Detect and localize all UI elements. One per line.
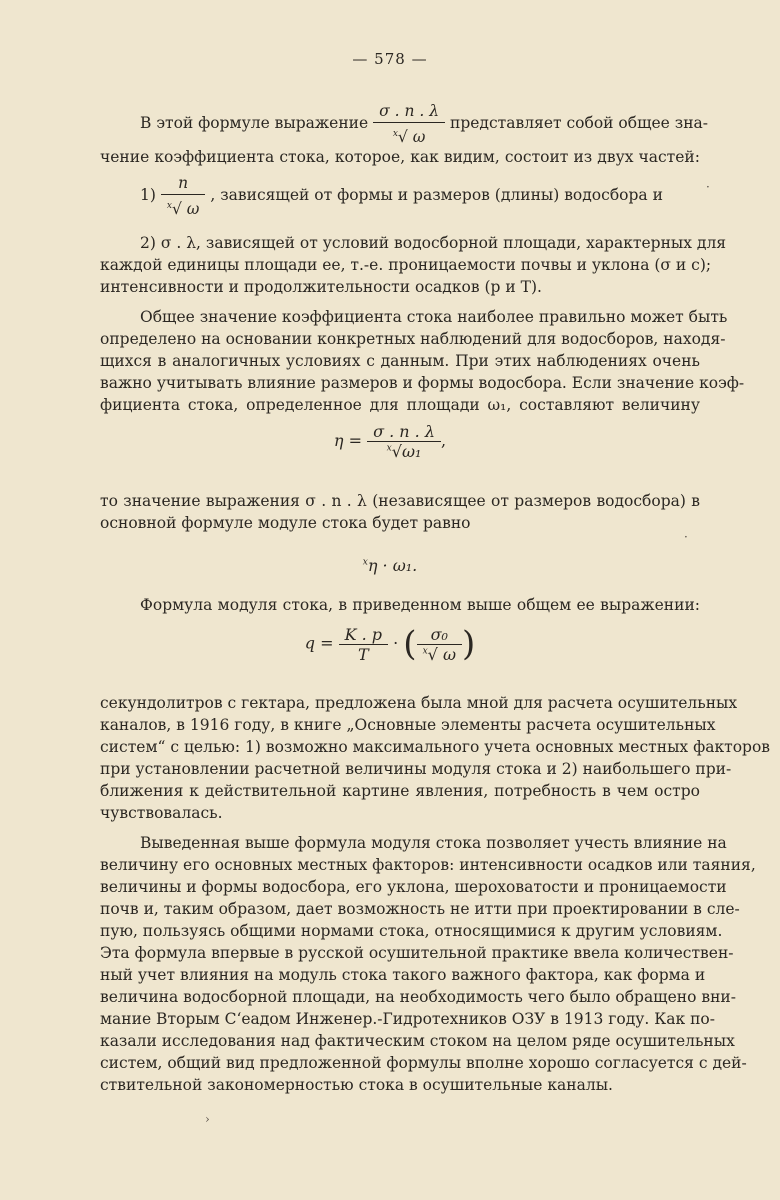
fraction-numerator: σ . n . λ xyxy=(367,422,441,442)
item-number-1: 1) xyxy=(140,186,156,205)
fraction-denominator xyxy=(367,442,441,461)
omega-symbol: ω xyxy=(186,200,200,219)
scan-speck-icon: · xyxy=(706,180,710,194)
radical-index: x xyxy=(386,443,392,454)
p6-line-5: пую, пользуясь общими нормами стока, относящимися к другим условиям. xyxy=(100,922,723,940)
p5-line-5: ближения к действительной картине явления, потребность в чем остро xyxy=(100,782,700,800)
formula-q-fraction-1 xyxy=(339,625,388,664)
p6-line-2: величину его основных местных факторов: интенсивности осадков или таяния, xyxy=(100,856,756,874)
fraction-numerator: σ . n . λ xyxy=(373,100,445,123)
p6-line-3: величины и формы водосбора, его уклона, шероховатости и проницаемости xyxy=(100,878,727,896)
omega-symbol: ω xyxy=(442,644,456,664)
p4-line-1: Формула модуля стока, в приведенном выше общем ее выражении: xyxy=(140,596,700,614)
fraction-denominator: T xyxy=(357,644,369,664)
formula-q-lhs: q = xyxy=(304,633,334,653)
formula-q-fraction-2 xyxy=(417,625,462,664)
fraction-denominator xyxy=(417,645,462,664)
right-paren-icon: ) xyxy=(461,624,476,664)
p1-line-6: интенсивности и продолжительности осадков (p и T). xyxy=(100,278,542,296)
formula-eta-fraction xyxy=(367,422,441,461)
sqrt-icon: √ xyxy=(171,200,182,219)
formula-eta-root xyxy=(0,556,780,575)
p6-line-10: казали исследования над фактическим стоком на целом ряде осушительных xyxy=(100,1032,735,1050)
formula-eta xyxy=(0,422,780,461)
radical-index: x xyxy=(362,557,368,568)
formula-eta-root-text: η · ω₁. xyxy=(367,556,418,575)
formula-eta-comma: , xyxy=(440,431,447,450)
fraction-numerator: n xyxy=(161,172,206,195)
p3-line-2: основной формуле модуле стока будет равно xyxy=(100,514,471,532)
sqrt-icon: √ xyxy=(427,644,438,664)
p6-line-8: величина водосборной площади, на необходимость чего было обращено вни- xyxy=(100,988,736,1006)
fraction-numerator: σ₀ xyxy=(417,625,462,645)
p6-line-4: почв и, таким образом, дает возможность не итти при проектировании в сле- xyxy=(100,900,740,918)
p6-line-1: Выведенная выше формула модуля стока позволяет учесть влияние на xyxy=(140,834,727,852)
fraction-denominator xyxy=(161,195,206,220)
p2-line-3: щихся в аналогичных условиях с данным. При этих наблюдениях очень xyxy=(100,352,700,370)
fraction-numerator: K . p xyxy=(339,625,388,645)
sqrt-icon: √ xyxy=(391,442,402,461)
p6-line-7: ный учет влияния на модуль стока такого важного фактора, как форма и xyxy=(100,966,706,984)
scan-speck-icon: › xyxy=(205,1112,210,1126)
radical-index: x xyxy=(422,646,428,657)
p5-line-2: каналов, в 1916 году, в книге „Основные элементы расчета осушительных xyxy=(100,716,716,734)
p1-line-3 xyxy=(140,172,663,220)
p5-line-6: чувствовалась. xyxy=(100,804,223,822)
p2-line-5: фициента стока, определенное для площади ω₁, составляют величину xyxy=(100,396,700,414)
radical-index: x xyxy=(166,201,172,211)
p5-line-3: систем“ с целью: 1) возможно максимального учета основных местных факторов xyxy=(100,738,771,756)
fraction-sigma-n-lambda xyxy=(373,100,445,148)
omega-symbol: ω xyxy=(412,128,426,147)
radical-index: x xyxy=(392,129,398,139)
p1-line-4: 2) σ . λ, зависящей от условий водосборной площади, характерных для xyxy=(140,234,727,252)
p1-text-a: В этой формуле выражение xyxy=(140,114,369,133)
p6-line-9: мание Вторым С‘еадом Инженер.-Гидротехников ОЗУ в 1913 году. Как по- xyxy=(100,1010,715,1028)
p1-line-2: чение коэффициента стока, которое, как видим, состоит из двух частей: xyxy=(100,148,700,166)
p2-line-4: важно учитывать влияние размеров и формы водосбора. Если значение коэф- xyxy=(100,374,745,392)
p5-line-1: секундолитров с гектара, предложена была мной для расчета осушительных xyxy=(100,694,738,712)
page-number: — 578 — xyxy=(352,50,428,68)
p1-text-b: представляет собой общее зна- xyxy=(450,114,709,133)
omega-one-symbol: ω₁ xyxy=(401,442,422,461)
sqrt-icon: √ xyxy=(397,128,408,147)
fraction-n-over-root xyxy=(161,172,206,220)
p6-line-11: систем, общий вид предложенной формулы вполне хорошо согласуется с дей- xyxy=(100,1054,747,1072)
p1-line-1 xyxy=(140,100,709,148)
p3-line-1: то значение выражения σ . n . λ (независящее от размеров водосбора) в xyxy=(100,492,700,510)
p6-line-6: Эта формула впервые в русской осушительной практике ввела количествен- xyxy=(100,944,734,962)
p6-line-12: ствительной закономерностью стока в осушительные каналы. xyxy=(100,1076,613,1094)
fraction-denominator xyxy=(373,123,445,148)
left-paren-icon: ( xyxy=(403,624,417,664)
p2-line-1: Общее значение коэффициента стока наиболее правильно может быть xyxy=(140,308,728,326)
scan-speck-icon: · xyxy=(684,530,688,544)
p1-line-5: каждой единицы площади ее, т.-е. проницаемости почвы и уклона (σ и c); xyxy=(100,256,712,274)
formula-q xyxy=(0,624,780,664)
p5-line-4: при установлении расчетной величины модуля стока и 2) наибольшего при- xyxy=(100,760,732,778)
p2-line-2: определено на основании конкретных наблюдений для водосборов, находя- xyxy=(100,330,726,348)
multiply-dot: · xyxy=(393,633,399,653)
p1-text-c: , зависящей от формы и размеров (длины) водосбора и xyxy=(210,186,663,205)
formula-eta-lhs: η = xyxy=(333,431,362,450)
